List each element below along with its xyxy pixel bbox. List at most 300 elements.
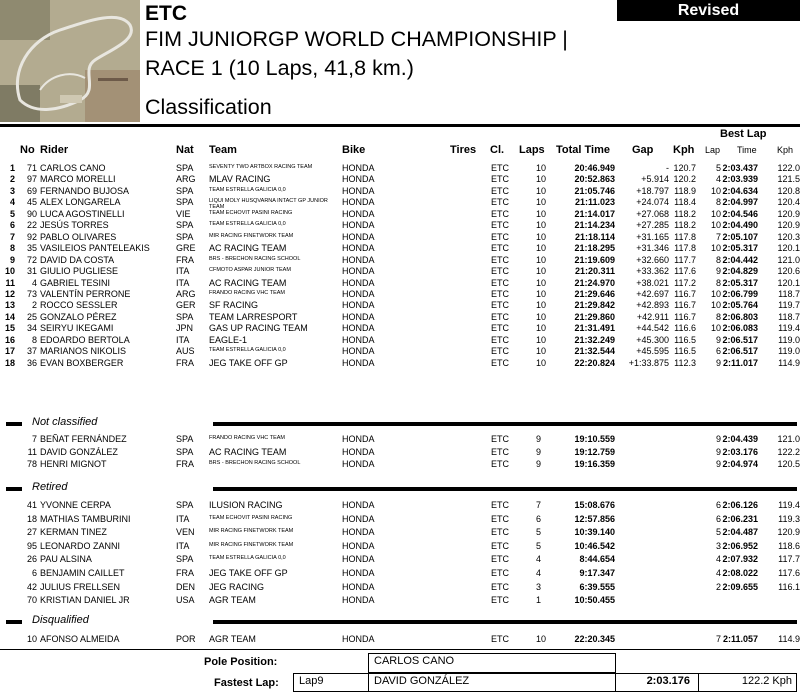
cell-lap: 5 (715, 163, 721, 173)
cell-lap: 8 (715, 278, 721, 288)
cell-rider: ROCCO SESSLER (40, 300, 118, 310)
fastest-lap-time: 2:03.176 (615, 673, 699, 692)
cell-time: 2:06.126 (722, 500, 758, 510)
cell-nat: SPA (176, 434, 194, 444)
cell-gap: +42.697 (636, 289, 669, 299)
cell-nat: SPA (176, 554, 194, 564)
cell-cl: ETC (491, 568, 509, 578)
cell-time: 2:04.439 (722, 434, 758, 444)
cell-nat: AUS (176, 346, 195, 356)
cell-cl: ETC (491, 209, 509, 219)
cell-no: 78 (26, 459, 37, 469)
cell-cl: ETC (491, 323, 509, 333)
cell-cl: ETC (491, 163, 509, 173)
cell-kph2: 119.0 (778, 346, 800, 356)
cell-nat: USA (176, 595, 195, 605)
cell-cl: ETC (491, 197, 509, 207)
cell-lap: 10 (710, 243, 721, 253)
cell-total: 10:39.140 (574, 527, 615, 537)
cell-lap: 3 (715, 541, 721, 551)
cell-laps: 5 (536, 541, 542, 551)
cell-lap: 7 (715, 634, 721, 644)
cell-time: 2:05.317 (722, 278, 758, 288)
cell-kph2: 120.9 (777, 209, 800, 219)
cell-gap: +32.660 (636, 255, 669, 265)
cell-cl: ETC (491, 459, 509, 469)
cell-total: 22:20.345 (574, 634, 615, 644)
cell-time: 2:05.317 (722, 243, 758, 253)
col-tires: Tires (450, 144, 477, 156)
cell-no: 45 (26, 197, 37, 207)
cell-pos: 14 (4, 312, 15, 322)
cell-time: 2:06.517 (722, 346, 758, 356)
cell-team: TEAM ESTRELLA GALICIA 0,0 (209, 347, 286, 353)
col-time: Time (737, 145, 757, 155)
cell-lap: 9 (715, 434, 721, 444)
cell-time: 2:04.546 (722, 209, 758, 219)
cell-kph2: 121.0 (777, 255, 800, 265)
cell-laps: 10 (536, 312, 547, 322)
cell-no: 34 (26, 323, 37, 333)
cell-kph: 116.5 (674, 346, 696, 356)
cell-team: MIR RACING FINETWORK TEAM (209, 528, 294, 534)
cell-pos: 18 (4, 358, 15, 368)
cell-no: 35 (26, 243, 37, 253)
cell-laps: 10 (536, 300, 547, 310)
col-bike: Bike (342, 144, 366, 156)
col-kph2: Kph (777, 145, 794, 155)
cell-bike: HONDA (342, 243, 375, 253)
cell-gap: +38.021 (636, 278, 669, 288)
cell-kph: 118.4 (674, 197, 696, 207)
cell-time: 2:06.799 (722, 289, 758, 299)
cell-time: 2:04.974 (722, 459, 758, 469)
cell-nat: SPA (176, 186, 194, 196)
cell-team: GAS UP RACING TEAM (209, 323, 308, 333)
cell-laps: 10 (536, 232, 547, 242)
cell-rider: BENJAMIN CAILLET (40, 568, 125, 578)
cell-gap: +44.542 (636, 323, 669, 333)
cell-kph2: 120.8 (777, 186, 800, 196)
cell-laps: 10 (536, 323, 547, 333)
cell-team: BRS - BRECHON RACING SCHOOL (209, 256, 301, 262)
cell-kph2: 117.7 (778, 554, 800, 564)
cell-laps: 10 (536, 209, 547, 219)
cell-team: JEG RACING (209, 582, 265, 592)
cell-gap: +45.595 (636, 346, 669, 356)
cell-cl: ETC (491, 266, 509, 276)
col-class: Cl. (490, 144, 505, 156)
cell-kph: 117.6 (674, 266, 696, 276)
cell-bike: HONDA (342, 186, 375, 196)
cell-pos: 5 (9, 209, 15, 219)
cell-lap: 8 (715, 312, 721, 322)
cell-lap: 6 (715, 514, 721, 524)
cell-nat: SPA (176, 447, 194, 457)
cell-laps: 9 (536, 459, 542, 469)
cell-time: 2:06.952 (722, 541, 758, 551)
cell-laps: 10 (536, 186, 547, 196)
cell-time: 2:04.829 (722, 266, 758, 276)
cell-laps: 9 (536, 447, 542, 457)
cell-no: 22 (26, 220, 37, 230)
cell-team: AC RACING TEAM (209, 278, 287, 288)
cell-lap: 9 (715, 335, 721, 345)
cell-rider: VASILEIOS PANTELEAKIS (40, 243, 150, 253)
cell-rider: LEONARDO ZANNI (40, 541, 121, 551)
cell-rider: GABRIEL TESINI (40, 278, 111, 288)
cell-bike: HONDA (342, 634, 375, 644)
cell-kph2: 116.1 (778, 582, 800, 592)
cell-gap: +1:33.875 (628, 358, 669, 368)
cell-bike: HONDA (342, 312, 375, 322)
cell-cl: ETC (491, 514, 509, 524)
not-classified-rule (213, 422, 797, 426)
cell-laps: 6 (536, 514, 542, 524)
cell-no: 27 (26, 527, 37, 537)
cell-bike: HONDA (342, 459, 375, 469)
cell-pos: 13 (4, 300, 15, 310)
cell-lap: 10 (710, 186, 721, 196)
cell-total: 20:46.949 (574, 163, 615, 173)
cell-nat: FRA (176, 358, 194, 368)
cell-bike: HONDA (342, 582, 375, 592)
cell-rider: EVAN BOXBERGER (40, 358, 124, 368)
cell-bike: HONDA (342, 554, 375, 564)
cell-no: 72 (26, 255, 37, 265)
cell-bike: HONDA (342, 174, 375, 184)
cell-time: 2:11.057 (722, 634, 758, 644)
cell-gap: +27.068 (636, 209, 669, 219)
cell-rider: GIULIO PUGLIESE (40, 266, 119, 276)
cell-rider: SEIRYU IKEGAMI (40, 323, 114, 333)
pole-position-label: Pole Position: (204, 656, 278, 668)
cell-pos: 15 (4, 323, 15, 333)
cell-cl: ETC (491, 358, 509, 368)
cell-nat: FRA (176, 568, 194, 578)
cell-nat: JPN (176, 323, 194, 333)
cell-team: BRS - BRECHON RACING SCHOOL (209, 460, 301, 466)
cell-kph2: 121.0 (777, 434, 800, 444)
cell-total: 22:20.824 (574, 358, 615, 368)
cell-laps: 10 (536, 255, 547, 265)
cell-nat: SPA (176, 197, 194, 207)
cell-pos: 16 (4, 335, 15, 345)
disqualified-dash (6, 620, 22, 624)
cell-lap: 6 (715, 500, 721, 510)
cell-bike: HONDA (342, 500, 375, 510)
cell-rider: FERNANDO BUJOSA (40, 186, 130, 196)
cell-cl: ETC (491, 243, 509, 253)
race-title: RACE 1 (10 Laps, 41,8 km.) (145, 56, 414, 80)
cell-rider: KERMAN TINEZ (40, 527, 107, 537)
cell-pos: 7 (9, 232, 15, 242)
cell-kph: 117.8 (674, 232, 696, 242)
cell-kph2: 119.4 (778, 323, 800, 333)
cell-kph2: 119.3 (778, 514, 800, 524)
cell-no: 42 (26, 582, 37, 592)
cell-cl: ETC (491, 595, 509, 605)
cell-no: 70 (26, 595, 37, 605)
document-title: Classification (145, 95, 272, 119)
cell-bike: HONDA (342, 163, 375, 173)
cell-rider: ALEX LONGARELA (40, 197, 121, 207)
cell-rider: HENRI MIGNOT (40, 459, 107, 469)
cell-lap: 8 (715, 255, 721, 265)
cell-cl: ETC (491, 300, 509, 310)
cell-pos: 10 (4, 266, 15, 276)
cell-cl: ETC (491, 220, 509, 230)
cell-kph2: 122.0 (777, 163, 800, 173)
cell-kph2: 120.1 (777, 243, 800, 253)
cell-no: 11 (27, 447, 37, 457)
cell-kph2: 120.1 (777, 278, 800, 288)
cell-lap: 10 (710, 220, 721, 230)
cell-rider: EDOARDO BERTOLA (40, 335, 130, 345)
cell-time: 2:08.022 (722, 568, 758, 578)
cell-kph2: 122.2 (777, 447, 800, 457)
cell-gap: +27.285 (636, 220, 669, 230)
cell-rider: AFONSO ALMEIDA (40, 634, 120, 644)
cell-team: TEAM ECHOVIT PASINI RACING (209, 210, 293, 216)
cell-laps: 10 (536, 163, 547, 173)
cell-no: 31 (26, 266, 37, 276)
cell-total: 10:46.542 (574, 541, 615, 551)
cell-kph: 116.5 (674, 335, 696, 345)
cell-gap: - (666, 163, 669, 173)
cell-total: 21:24.970 (574, 278, 615, 288)
cell-team: AGR TEAM (209, 634, 256, 644)
cell-laps: 10 (536, 289, 547, 299)
cell-bike: HONDA (342, 568, 375, 578)
cell-time: 2:04.490 (722, 220, 758, 230)
cell-total: 21:14.017 (574, 209, 615, 219)
cell-kph: 118.9 (674, 186, 696, 196)
cell-cl: ETC (491, 541, 509, 551)
cell-team: AGR TEAM (209, 595, 256, 605)
retired-heading: Retired (32, 481, 68, 493)
cell-cl: ETC (491, 335, 509, 345)
cell-gap: +5.914 (641, 174, 669, 184)
cell-total: 21:29.860 (574, 312, 615, 322)
cell-no: 71 (26, 163, 37, 173)
cell-laps: 4 (536, 568, 542, 578)
col-laps: Laps (519, 144, 545, 156)
cell-rider: VALENTÍN PERRONE (40, 289, 131, 299)
cell-lap: 10 (710, 289, 721, 299)
cell-nat: GRE (176, 243, 196, 253)
cell-bike: HONDA (342, 255, 375, 265)
cell-total: 19:12.759 (574, 447, 615, 457)
cell-nat: SPA (176, 232, 194, 242)
cell-cl: ETC (491, 186, 509, 196)
fastest-lap-rider: DAVID GONZÁLEZ (368, 673, 616, 692)
cell-cl: ETC (491, 434, 509, 444)
cell-kph: 120.2 (673, 174, 696, 184)
cell-total: 21:32.544 (574, 346, 615, 356)
cell-team: CFMOTO ASPAR JUNIOR TEAM (209, 267, 291, 273)
cell-bike: HONDA (342, 358, 375, 368)
cell-nat: SPA (176, 312, 194, 322)
cell-laps: 3 (536, 582, 542, 592)
cell-total: 19:10.559 (574, 434, 615, 444)
cell-lap: 2 (715, 582, 721, 592)
cell-bike: HONDA (342, 232, 375, 242)
cell-pos: 12 (4, 289, 15, 299)
cell-total: 9:17.347 (579, 568, 615, 578)
disqualified-rule (213, 620, 797, 624)
header-divider (0, 124, 800, 127)
cell-team: MLAV RACING (209, 174, 271, 184)
cell-bike: HONDA (342, 447, 375, 457)
cell-nat: DEN (176, 582, 196, 592)
cell-gap: +42.893 (636, 300, 669, 310)
cell-nat: FRA (176, 459, 194, 469)
cell-rider: KRISTIAN DANIEL JR (40, 595, 130, 605)
not-classified-heading: Not classified (32, 416, 98, 428)
cell-kph2: 114.9 (778, 358, 800, 368)
cell-team: AC RACING TEAM (209, 243, 287, 253)
cell-bike: HONDA (342, 323, 375, 333)
cell-cl: ETC (491, 447, 509, 457)
not-classified-dash (6, 422, 22, 426)
cell-cl: ETC (491, 232, 509, 242)
cell-gap: +31.346 (636, 243, 669, 253)
cell-gap: +42.911 (636, 312, 669, 322)
cell-kph: 112.3 (674, 358, 696, 368)
cell-total: 21:29.842 (574, 300, 615, 310)
fastest-lap-label: Fastest Lap: (214, 677, 279, 689)
cell-no: 37 (26, 346, 37, 356)
cell-nat: ITA (176, 335, 190, 345)
cell-total: 20:52.863 (574, 174, 615, 184)
cell-nat: ITA (176, 541, 190, 551)
cell-time: 2:04.487 (722, 527, 758, 537)
cell-lap: 9 (715, 459, 721, 469)
cell-pos: 8 (9, 243, 15, 253)
cell-no: 90 (26, 209, 37, 219)
cell-team: JEG TAKE OFF GP (209, 358, 288, 368)
cell-kph: 116.7 (674, 289, 696, 299)
cell-bike: HONDA (342, 209, 375, 219)
cell-nat: SPA (176, 500, 194, 510)
col-team: Team (209, 144, 237, 156)
cell-cl: ETC (491, 500, 509, 510)
cell-gap: +24.074 (636, 197, 669, 207)
cell-no: 26 (26, 554, 37, 564)
cell-nat: ITA (176, 278, 190, 288)
cell-time: 2:06.083 (722, 323, 758, 333)
cell-pos: 1 (9, 163, 15, 173)
col-best-lap: Best Lap (720, 128, 767, 140)
cell-cl: ETC (491, 289, 509, 299)
cell-kph2: 120.9 (777, 527, 800, 537)
series-code: ETC (145, 2, 187, 25)
cell-no: 95 (26, 541, 37, 551)
revised-badge: Revised (617, 0, 800, 21)
cell-rider: JESÚS TORRES (40, 220, 109, 230)
cell-nat: SPA (176, 163, 194, 173)
cell-kph: 117.7 (674, 255, 696, 265)
cell-team: FRANDO RACING VHC TEAM (209, 290, 285, 296)
cell-rider: MARIANOS NIKOLIS (40, 346, 127, 356)
cell-kph2: 114.9 (778, 634, 800, 644)
cell-nat: VIE (176, 209, 191, 219)
cell-bike: HONDA (342, 220, 375, 230)
cell-lap: 4 (715, 568, 721, 578)
cell-lap: 4 (715, 174, 721, 184)
cell-rider: BEÑAT FERNÁNDEZ (40, 434, 127, 444)
cell-kph2: 119.7 (778, 300, 800, 310)
cell-nat: FRA (176, 255, 194, 265)
cell-rider: MATHIAS TAMBURINI (40, 514, 131, 524)
cell-kph2: 119.4 (778, 500, 800, 510)
cell-rider: YVONNE CERPA (40, 500, 111, 510)
cell-no: 73 (26, 289, 37, 299)
cell-team: TEAM ESTRELLA GALICIA 0,0 (209, 221, 286, 227)
cell-kph: 118.2 (674, 209, 696, 219)
cell-laps: 10 (536, 634, 547, 644)
cell-kph: 118.2 (674, 220, 696, 230)
cell-bike: HONDA (342, 266, 375, 276)
cell-pos: 11 (5, 278, 15, 288)
cell-nat: GER (176, 300, 196, 310)
cell-cl: ETC (491, 255, 509, 265)
col-no: No (20, 144, 35, 156)
cell-bike: HONDA (342, 527, 375, 537)
cell-cl: ETC (491, 527, 509, 537)
cell-lap: 10 (710, 209, 721, 219)
cell-total: 21:29.646 (574, 289, 615, 299)
cell-kph: 117.8 (674, 243, 696, 253)
cell-total: 21:14.234 (574, 220, 615, 230)
col-total-time: Total Time (556, 144, 610, 156)
cell-no: 7 (31, 434, 37, 444)
cell-pos: 4 (9, 197, 15, 207)
cell-total: 12:57.856 (574, 514, 615, 524)
cell-bike: HONDA (342, 595, 375, 605)
cell-time: 2:05.107 (722, 232, 758, 242)
circuit-thumbnail (0, 0, 140, 122)
cell-kph: 116.6 (674, 323, 696, 333)
cell-time: 2:03.176 (722, 447, 758, 457)
cell-rider: CARLOS CANO (40, 163, 106, 173)
cell-lap: 9 (715, 266, 721, 276)
cell-time: 2:06.517 (722, 335, 758, 345)
cell-bike: HONDA (342, 514, 375, 524)
col-nat: Nat (176, 144, 194, 156)
cell-laps: 5 (536, 527, 542, 537)
cell-rider: LUCA AGOSTINELLI (40, 209, 125, 219)
cell-nat: SPA (176, 220, 194, 230)
cell-nat: VEN (176, 527, 195, 537)
cell-lap: 9 (715, 358, 721, 368)
cell-time: 2:04.442 (722, 255, 758, 265)
cell-kph2: 118.7 (778, 312, 800, 322)
cell-team: FRANDO RACING VHC TEAM (209, 435, 285, 441)
cell-total: 10:50.455 (574, 595, 615, 605)
cell-total: 21:05.746 (574, 186, 615, 196)
cell-cl: ETC (491, 174, 509, 184)
cell-team: JEG TAKE OFF GP (209, 568, 288, 578)
col-kph: Kph (673, 144, 695, 156)
cell-laps: 10 (536, 278, 547, 288)
cell-total: 21:19.609 (574, 255, 615, 265)
cell-time: 2:05.764 (722, 300, 758, 310)
cell-no: 4 (31, 278, 37, 288)
cell-kph: 116.7 (674, 312, 696, 322)
cell-laps: 10 (536, 346, 547, 356)
